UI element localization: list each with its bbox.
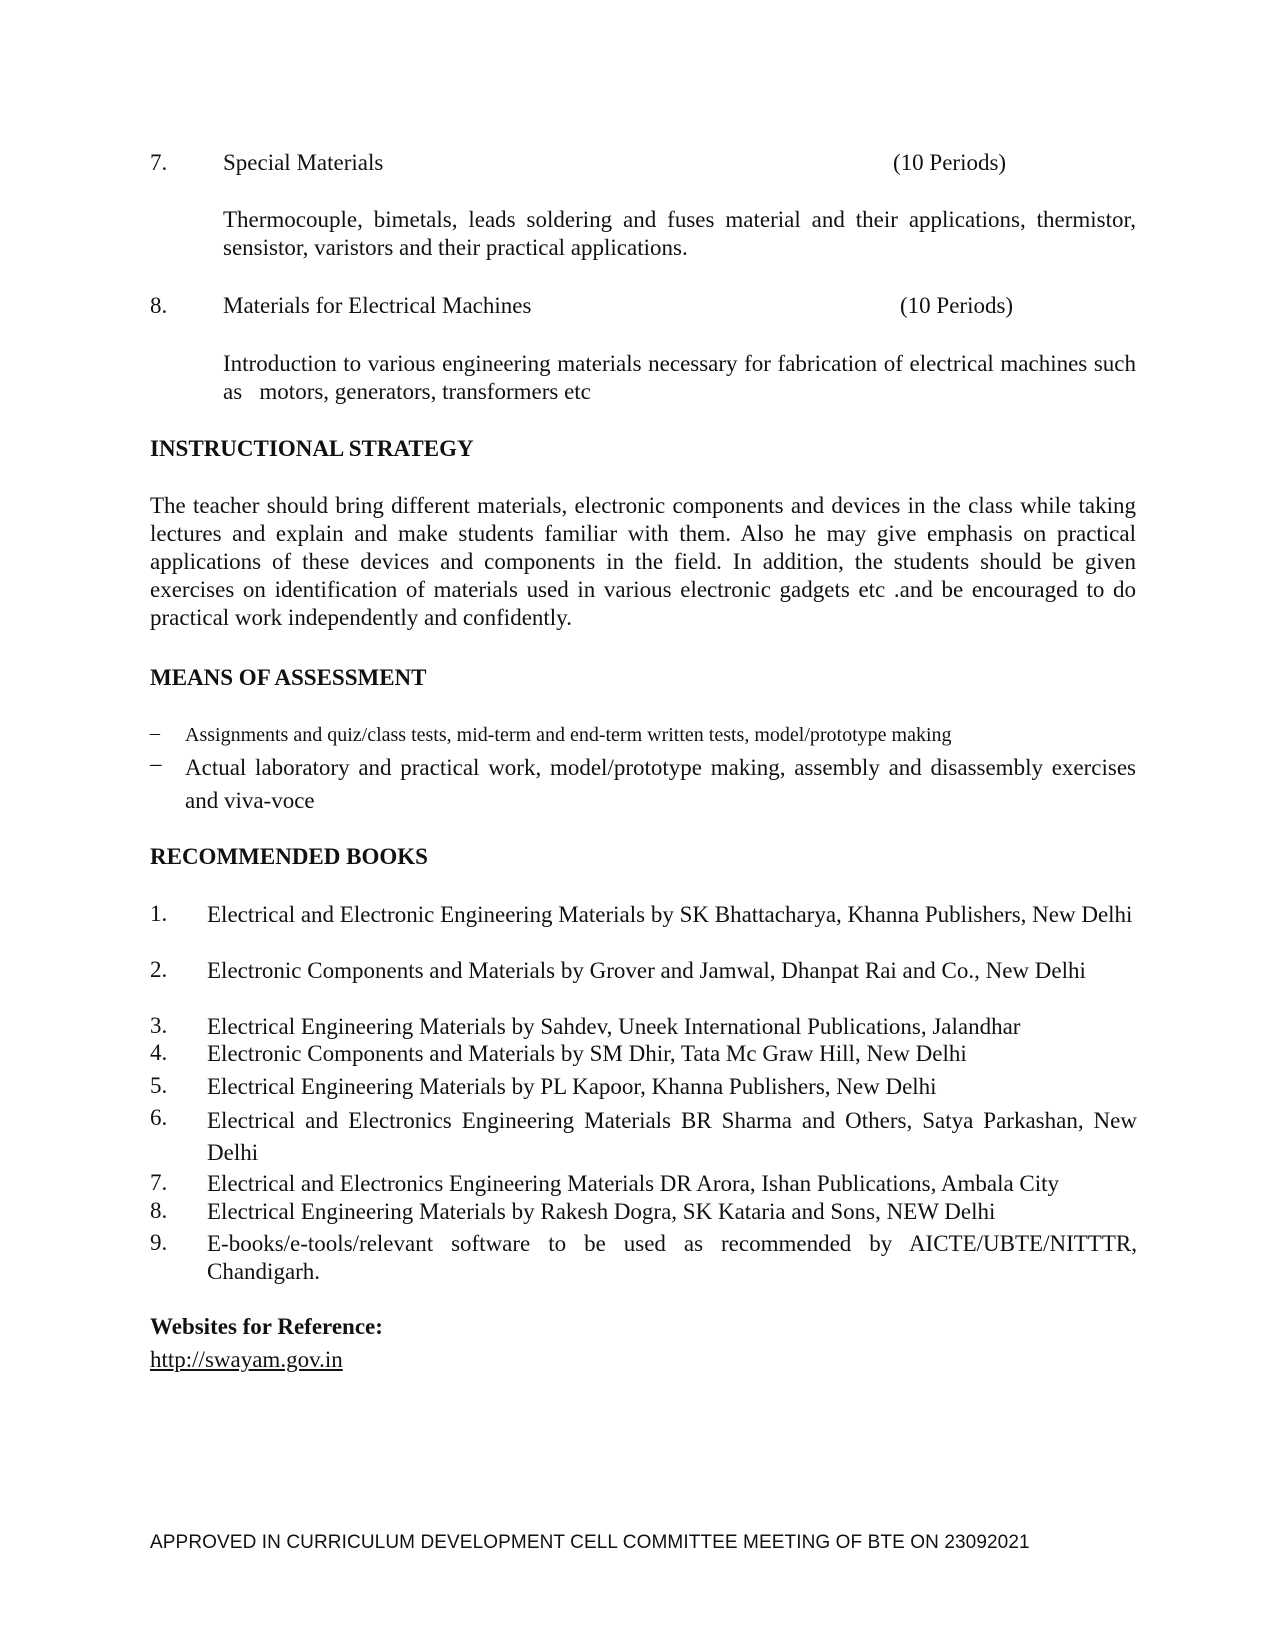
book-number: 6. <box>150 1105 168 1130</box>
websites-heading: Websites for Reference: <box>150 1314 383 1339</box>
book-entry: Electrical and Electronic Engineering Materials by SK Bhattacharya, Khanna Publishers, New Delhi <box>207 902 1133 927</box>
section-title: Special Materials <box>223 150 384 175</box>
book-number: 8. <box>150 1198 168 1223</box>
section-periods: (10 Periods) <box>893 150 1007 175</box>
section-body: Introduction to various engineering materials necessary for fabrication of electrical machines such as motors, generators, transformers etc <box>223 351 1154 404</box>
book-number: 1. <box>150 901 168 926</box>
book-entry: Electrical Engineering Materials by Rakesh Dogra, SK Kataria and Sons, NEW Delhi <box>207 1199 996 1224</box>
book-entry: Electrical and Electronics Engineering Materials DR Arora, Ishan Publications, Ambala City <box>207 1171 1060 1196</box>
book-entry: Electronic Components and Materials by SM Dhir, Tata Mc Graw Hill, New Delhi <box>207 1041 967 1066</box>
book-number: 9. <box>150 1230 168 1255</box>
assessment-item: Assignments and quiz/class tests, mid-term and end-term written tests, model/prototype making <box>185 724 952 746</box>
book-number: 7. <box>150 1170 168 1195</box>
book-entry: Electronic Components and Materials by Grover and Jamwal, Dhanpat Rai and Co., New Delhi <box>207 958 1086 983</box>
book-number: 2. <box>150 957 168 982</box>
section-number: 8. <box>150 293 168 318</box>
book-entry: Electrical Engineering Materials by Sahdev, Uneek International Publications, Jalandhar <box>207 1014 1021 1039</box>
section-periods: (10 Periods) <box>900 293 1014 318</box>
assessment-heading: MEANS OF ASSESSMENT <box>150 665 427 690</box>
instructional-strategy-heading: INSTRUCTIONAL STRATEGY <box>150 436 474 461</box>
section-number: 7. <box>150 150 168 175</box>
reference-link[interactable]: http://swayam.gov.in <box>150 1347 343 1372</box>
book-entry: E-books/e-tools/relevant software to be used as recommended by AICTE/UBTE/NITTTR, Chandigarh. <box>207 1231 1137 1284</box>
bullet-dash: – <box>150 722 160 744</box>
recommended-books-heading: RECOMMENDED BOOKS <box>150 844 428 869</box>
approval-footer: APPROVED IN CURRICULUM DEVELOPMENT CELL COMMITTEE MEETING OF BTE ON 23092021 <box>150 1532 1030 1553</box>
book-number: 4. <box>150 1040 168 1065</box>
instructional-strategy-body: The teacher should bring different materials, electronic components and devices in the class while taking lectures and explain and make students familiar with them. Also he may give emphasis on practical applications of these devices and components in the field. In addition, the students should be given exercises on identification of materials used in various electronic gadgets etc .and be encouraged to do practical work independently and confidently. <box>150 493 1136 630</box>
bullet-dash: – <box>150 751 162 776</box>
book-entry: Electrical and Electronics Engineering Materials BR Sharma and Others, Satya Parkashan, New Delhi <box>207 1108 1137 1165</box>
assessment-item: Actual laboratory and practical work, model/prototype making, assembly and disassembly exercises and viva-voce <box>185 755 1136 813</box>
section-title: Materials for Electrical Machines <box>223 293 532 318</box>
section-body: Thermocouple, bimetals, leads soldering and fuses material and their applications, thermistor, sensistor, varistors and their practical applications. <box>223 207 1136 260</box>
book-number: 5. <box>150 1073 168 1098</box>
book-number: 3. <box>150 1013 168 1038</box>
book-entry: Electrical Engineering Materials by PL Kapoor, Khanna Publishers, New Delhi <box>207 1074 937 1099</box>
